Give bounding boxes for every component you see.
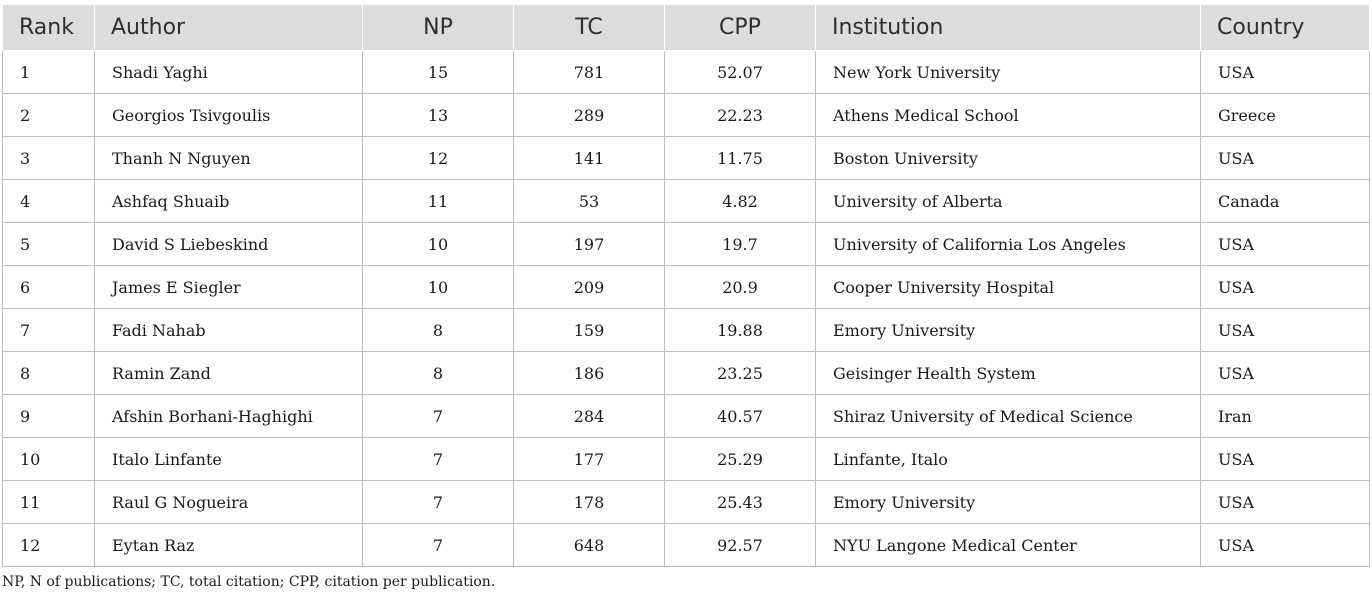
cell-np: 8: [363, 352, 514, 395]
table-row: [3, 352, 1370, 395]
cell-np: 7: [363, 481, 514, 524]
cell-author: Thanh N Nguyen: [95, 137, 363, 180]
cell-cpp: 52.07: [665, 51, 816, 94]
cell-tc: 159: [514, 309, 665, 352]
cell-cpp: 40.57: [665, 395, 816, 438]
cell-country: Iran: [1201, 395, 1370, 438]
header-np: NP: [363, 5, 514, 51]
cell-institution: University of California Los Angeles: [816, 223, 1201, 266]
cell-institution: Geisinger Health System: [816, 352, 1201, 395]
cell-institution: Emory University: [816, 481, 1201, 524]
cell-institution: Athens Medical School: [816, 94, 1201, 137]
cell-rank: 9: [3, 395, 95, 438]
cell-np: 7: [363, 395, 514, 438]
header-country: Country: [1201, 5, 1370, 51]
cell-author: Georgios Tsivgoulis: [95, 94, 363, 137]
cell-country: USA: [1201, 481, 1370, 524]
cell-rank: 3: [3, 137, 95, 180]
cell-tc: 178: [514, 481, 665, 524]
cell-np: 11: [363, 180, 514, 223]
cell-institution: NYU Langone Medical Center: [816, 524, 1201, 567]
table-row: [3, 94, 1370, 137]
cell-np: 8: [363, 309, 514, 352]
header-tc: TC: [514, 5, 665, 51]
cell-np: 12: [363, 137, 514, 180]
cell-rank: 10: [3, 438, 95, 481]
cell-country: USA: [1201, 524, 1370, 567]
cell-rank: 12: [3, 524, 95, 567]
cell-institution: Cooper University Hospital: [816, 266, 1201, 309]
header-row: [3, 5, 1370, 51]
cell-cpp: 19.7: [665, 223, 816, 266]
table-row: [3, 223, 1370, 266]
table-row: [3, 438, 1370, 481]
cell-cpp: 22.23: [665, 94, 816, 137]
cell-country: USA: [1201, 266, 1370, 309]
cell-tc: 141: [514, 137, 665, 180]
cell-author: Fadi Nahab: [95, 309, 363, 352]
cell-author: Ashfaq Shuaib: [95, 180, 363, 223]
cell-institution: Linfante, Italo: [816, 438, 1201, 481]
cell-country: Greece: [1201, 94, 1370, 137]
cell-cpp: 92.57: [665, 524, 816, 567]
cell-np: 10: [363, 223, 514, 266]
cell-institution: Shiraz University of Medical Science: [816, 395, 1201, 438]
header-author: Author: [95, 5, 363, 51]
cell-country: USA: [1201, 223, 1370, 266]
cell-tc: 186: [514, 352, 665, 395]
cell-country: USA: [1201, 51, 1370, 94]
cell-tc: 284: [514, 395, 665, 438]
table-row: [3, 395, 1370, 438]
header-rank: Rank: [3, 5, 95, 51]
cell-country: USA: [1201, 309, 1370, 352]
cell-author: Shadi Yaghi: [95, 51, 363, 94]
cell-country: USA: [1201, 438, 1370, 481]
cell-rank: 11: [3, 481, 95, 524]
table-header: [3, 5, 1370, 51]
cell-rank: 5: [3, 223, 95, 266]
cell-author: Italo Linfante: [95, 438, 363, 481]
cell-tc: 289: [514, 94, 665, 137]
table-row: [3, 524, 1370, 567]
cell-author: David S Liebeskind: [95, 223, 363, 266]
table-row: [3, 137, 1370, 180]
cell-rank: 7: [3, 309, 95, 352]
cell-author: Afshin Borhani-Haghighi: [95, 395, 363, 438]
cell-rank: 4: [3, 180, 95, 223]
cell-tc: 781: [514, 51, 665, 94]
cell-cpp: 11.75: [665, 137, 816, 180]
cell-np: 15: [363, 51, 514, 94]
table-footnote: NP, N of publications; TC, total citation; CPP, citation per publication.: [2, 574, 496, 590]
table-body: [3, 51, 1370, 567]
cell-tc: 177: [514, 438, 665, 481]
cell-institution: New York University: [816, 51, 1201, 94]
cell-tc: 53: [514, 180, 665, 223]
cell-rank: 6: [3, 266, 95, 309]
cell-rank: 8: [3, 352, 95, 395]
table-row: [3, 51, 1370, 94]
author-ranking-table: [2, 4, 1370, 567]
cell-rank: 1: [3, 51, 95, 94]
cell-country: USA: [1201, 352, 1370, 395]
cell-cpp: 20.9: [665, 266, 816, 309]
cell-author: Ramin Zand: [95, 352, 363, 395]
cell-np: 13: [363, 94, 514, 137]
cell-author: Raul G Nogueira: [95, 481, 363, 524]
table-row: [3, 481, 1370, 524]
cell-cpp: 23.25: [665, 352, 816, 395]
header-cpp: CPP: [665, 5, 816, 51]
cell-rank: 2: [3, 94, 95, 137]
cell-np: 10: [363, 266, 514, 309]
cell-cpp: 4.82: [665, 180, 816, 223]
cell-country: USA: [1201, 137, 1370, 180]
cell-cpp: 25.29: [665, 438, 816, 481]
cell-institution: University of Alberta: [816, 180, 1201, 223]
table-row: [3, 180, 1370, 223]
table-row: [3, 309, 1370, 352]
cell-np: 7: [363, 524, 514, 567]
cell-institution: Emory University: [816, 309, 1201, 352]
cell-author: Eytan Raz: [95, 524, 363, 567]
cell-tc: 209: [514, 266, 665, 309]
cell-institution: Boston University: [816, 137, 1201, 180]
header-institution: Institution: [816, 5, 1201, 51]
cell-country: Canada: [1201, 180, 1370, 223]
cell-cpp: 25.43: [665, 481, 816, 524]
cell-author: James E Siegler: [95, 266, 363, 309]
cell-tc: 197: [514, 223, 665, 266]
cell-np: 7: [363, 438, 514, 481]
cell-cpp: 19.88: [665, 309, 816, 352]
table-row: [3, 266, 1370, 309]
cell-tc: 648: [514, 524, 665, 567]
